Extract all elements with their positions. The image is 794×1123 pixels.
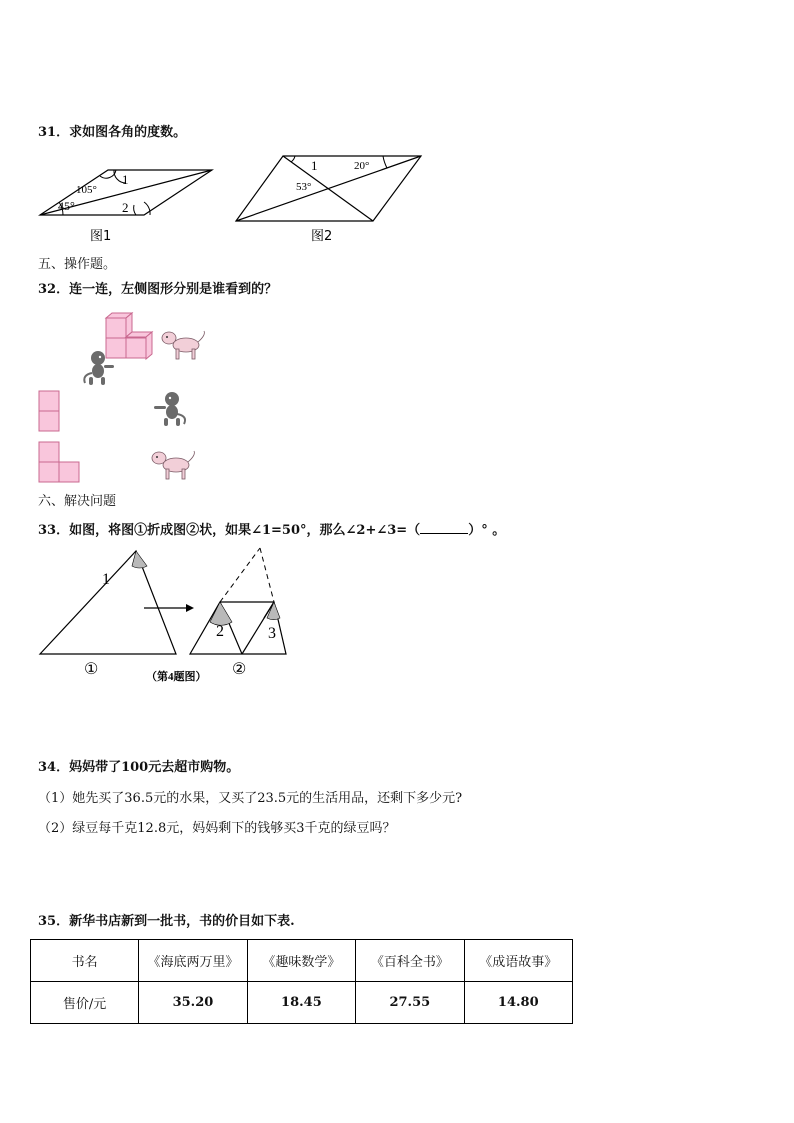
- answer-blank: [420, 521, 468, 534]
- question-33-text: 33．如图，将图①折成图②状，如果∠1=50°，那么∠2+∠3=（: [38, 523, 421, 538]
- table-price-label-cell: 售价/元: [31, 982, 139, 1024]
- figure-1-caption: 图1: [90, 229, 112, 244]
- figure-2-parallelogram: [233, 152, 425, 244]
- fig2-angle-1-label: 1: [311, 158, 318, 173]
- angle-105-label: 105°: [76, 184, 97, 196]
- question-33-tail: ）° 。: [468, 523, 506, 538]
- question-32: 32．连一连，左侧图形分别是谁看到的？: [38, 282, 278, 297]
- fig33-circle-1: ①: [84, 661, 99, 678]
- question-34: 34．妈妈带了100元去超市购物。: [38, 760, 240, 775]
- price-cell: 18.45: [247, 982, 355, 1024]
- price-cell: 35.20: [139, 982, 247, 1024]
- folding-triangle-figure: [36, 546, 296, 686]
- book-name-cell: 《海底两万里》: [139, 940, 247, 982]
- fig2-angle-53-label: 53°: [296, 181, 312, 193]
- book-name-cell: 《趣味数学》: [247, 940, 355, 982]
- section-5-heading: 五、操作题。: [38, 257, 117, 272]
- book-name-cell: 《百科全书》: [356, 940, 464, 982]
- question-34-part-2: （2）绿豆每千克12.8元，妈妈剩下的钱够买3千克的绿豆吗？: [38, 821, 396, 836]
- angle-1-label: 1: [122, 172, 129, 187]
- question-35: 35．新华书店新到一批书，书的价目如下表.: [38, 914, 295, 929]
- monkey-icon: [80, 349, 116, 387]
- angle-2-label: 2: [122, 200, 129, 215]
- dog-icon: [150, 447, 198, 481]
- fig33-circle-2: ②: [232, 661, 247, 678]
- fig2-angle-20-label: 20°: [354, 160, 370, 172]
- dog-icon: [160, 327, 208, 361]
- price-cell: 27.55: [356, 982, 464, 1024]
- fig33-angle-3-label: 3: [268, 625, 276, 642]
- view-shape-a: [38, 390, 62, 434]
- question-34-part-1: （1）她先买了36.5元的水果，又买了23.5元的生活用品，还剩下多少元?: [38, 791, 463, 806]
- figure-1-parallelogram: [36, 158, 218, 244]
- fig33-angle-2-label: 2: [216, 623, 224, 640]
- table-header-cell: 书名: [31, 940, 139, 982]
- monkey-icon: [150, 390, 190, 428]
- figure-2-caption: 图2: [311, 229, 333, 244]
- angle-45-label: 45°: [58, 199, 75, 213]
- table-row: [31, 940, 573, 982]
- section-6-heading: 六、解决问题: [38, 494, 117, 509]
- table-row: [31, 982, 573, 1024]
- price-cell: 14.80: [464, 982, 572, 1024]
- book-name-cell: 《成语故事》: [464, 940, 572, 982]
- view-shape-b: [38, 441, 84, 485]
- question-33: [38, 521, 505, 539]
- question-31: 31．求如图各角的度数。: [38, 125, 187, 140]
- fig33-angle-1-label: 1: [102, 571, 110, 588]
- figure-caption: （第4题图）: [146, 671, 207, 683]
- book-price-table: [30, 939, 573, 1024]
